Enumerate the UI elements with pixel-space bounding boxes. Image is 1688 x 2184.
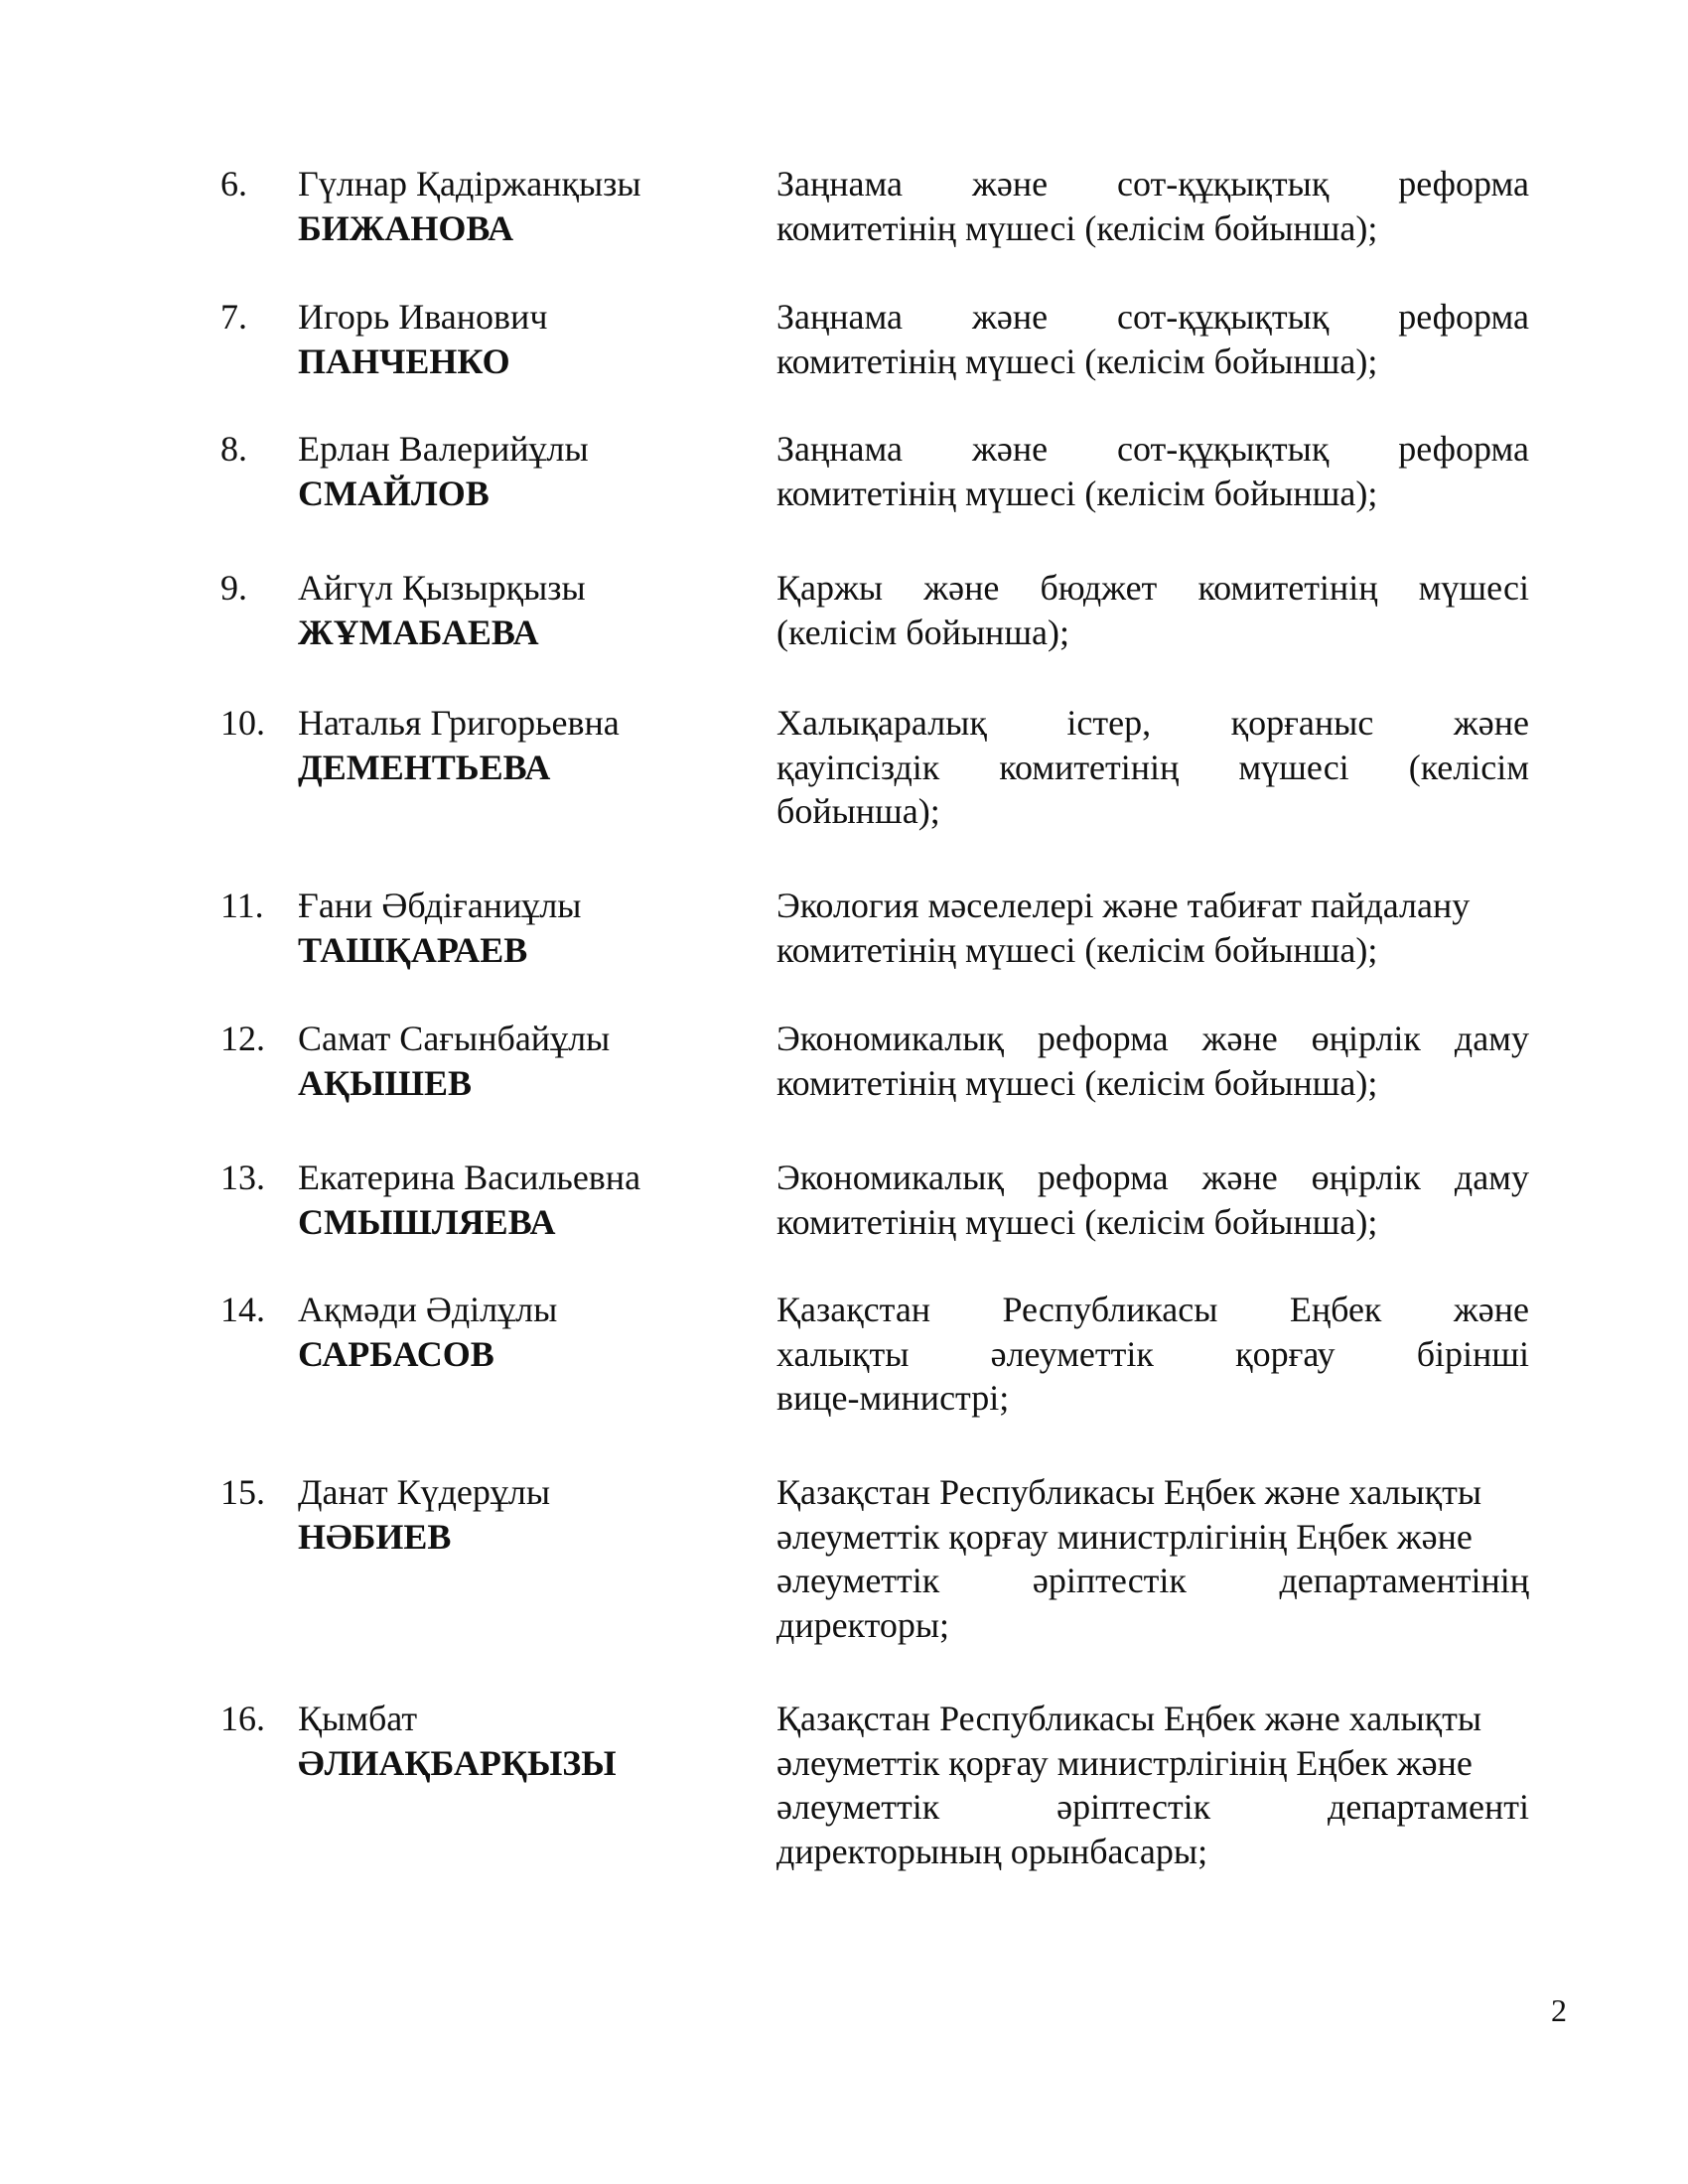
role-word: (келісім bbox=[1408, 747, 1529, 787]
role-word: департаментінің bbox=[1279, 1561, 1529, 1600]
role-word: Қазақстан Республикасы Еңбек және халықты bbox=[776, 1472, 1482, 1512]
member-role bbox=[776, 566, 1529, 654]
role-word: және bbox=[1453, 703, 1529, 743]
role-word: директоры; bbox=[776, 1604, 950, 1645]
entry-number: 7. bbox=[220, 297, 247, 337]
member-first-name: Айгүл Қызырқызы bbox=[298, 568, 586, 608]
role-word: Экономикалық bbox=[776, 1158, 1004, 1197]
role-line bbox=[776, 206, 1529, 251]
role-word: бойынша); bbox=[776, 791, 940, 831]
role-word: және bbox=[923, 568, 1000, 608]
role-word: істер, bbox=[1066, 703, 1152, 743]
role-word: Заңнама bbox=[776, 429, 904, 469]
role-word: реформа bbox=[1398, 429, 1529, 469]
role-line bbox=[776, 472, 1529, 516]
role-word: комитетінің мүшесі (келісім бойынша); bbox=[776, 929, 1378, 970]
role-word: Республикасы bbox=[1002, 1290, 1218, 1329]
role-word: даму bbox=[1454, 1158, 1529, 1197]
role-line bbox=[776, 427, 1529, 472]
role-word: директорының орынбасары; bbox=[776, 1831, 1208, 1871]
role-line bbox=[776, 1376, 1529, 1421]
member-name bbox=[298, 1017, 715, 1105]
role-word: өңірлік bbox=[1311, 1019, 1421, 1058]
member-first-name: Екатерина Васильевна bbox=[298, 1158, 641, 1197]
role-line bbox=[776, 701, 1529, 746]
role-word: реформа bbox=[1398, 164, 1529, 204]
member-surname: ТАШҚАРАЕВ bbox=[298, 929, 528, 970]
role-line bbox=[776, 1017, 1529, 1061]
role-word: қорғау bbox=[1235, 1333, 1336, 1374]
role-word: реформа bbox=[1398, 297, 1529, 337]
member-role bbox=[776, 1697, 1529, 1873]
role-word: әлеуметтік bbox=[990, 1333, 1154, 1374]
entry-number: 11. bbox=[220, 886, 264, 925]
member-role bbox=[776, 701, 1529, 834]
role-line bbox=[776, 789, 1529, 834]
entry-number: 15. bbox=[220, 1472, 265, 1512]
role-word: комитетінің мүшесі (келісім бойынша); bbox=[776, 473, 1378, 513]
role-word: әріптестік bbox=[1032, 1561, 1187, 1600]
role-word: сот-құқықтық bbox=[1117, 429, 1330, 469]
member-surname: САРБАСОВ bbox=[298, 1333, 494, 1374]
member-first-name: Игорь Иванович bbox=[298, 297, 548, 337]
role-line bbox=[776, 611, 1529, 655]
member-name bbox=[298, 1156, 715, 1244]
role-word: бірінші bbox=[1416, 1333, 1529, 1374]
member-name bbox=[298, 701, 715, 789]
entry-number: 13. bbox=[220, 1158, 265, 1197]
role-word: және bbox=[971, 429, 1049, 469]
member-surname: ДЕМЕНТЬЕВА bbox=[298, 747, 551, 787]
role-line bbox=[776, 1603, 1529, 1648]
member-surname: СМАЙЛОВ bbox=[298, 473, 490, 513]
member-surname: АҚЫШЕВ bbox=[298, 1062, 473, 1103]
role-word: комитетінің bbox=[1197, 568, 1378, 608]
member-role bbox=[776, 427, 1529, 515]
member-first-name: Самат Сағынбайұлы bbox=[298, 1019, 611, 1058]
role-word: реформа bbox=[1037, 1019, 1169, 1058]
role-word: әлеуметтік bbox=[776, 1787, 940, 1827]
member-name bbox=[298, 884, 715, 972]
member-name bbox=[298, 566, 715, 654]
role-line bbox=[776, 1697, 1529, 1741]
role-word: департаменті bbox=[1328, 1787, 1529, 1827]
member-surname: НӘБИЕВ bbox=[298, 1516, 452, 1557]
member-first-name: Данат Күдерұлы bbox=[298, 1472, 551, 1512]
role-word: мүшесі bbox=[1418, 568, 1529, 608]
member-name bbox=[298, 1288, 715, 1376]
role-line bbox=[776, 162, 1529, 206]
role-line bbox=[776, 1741, 1529, 1786]
member-name bbox=[298, 1470, 715, 1559]
member-role bbox=[776, 162, 1529, 250]
member-first-name: Ғани Әбдіғаниұлы bbox=[298, 886, 582, 925]
member-surname: ӘЛИАҚБАРҚЫЗЫ bbox=[298, 1742, 617, 1783]
role-line bbox=[776, 928, 1529, 973]
role-line bbox=[776, 1061, 1529, 1106]
member-surname: СМЫШЛЯЕВА bbox=[298, 1201, 556, 1242]
role-word: әлеуметтік қорғау министрлігінің Еңбек және bbox=[776, 1742, 1473, 1783]
role-word: әлеуметтік қорғау министрлігінің Еңбек және bbox=[776, 1516, 1473, 1557]
role-word: Халықаралық bbox=[776, 703, 987, 743]
role-word: комитетінің мүшесі (келісім бойынша); bbox=[776, 341, 1378, 381]
role-word: вице-министрі; bbox=[776, 1378, 1010, 1418]
role-word: мүшесі bbox=[1238, 747, 1349, 787]
member-role bbox=[776, 1156, 1529, 1244]
role-word: және bbox=[971, 297, 1049, 337]
member-name bbox=[298, 427, 715, 515]
member-name bbox=[298, 162, 715, 250]
entry-number: 16. bbox=[220, 1699, 265, 1738]
role-word: әлеуметтік bbox=[776, 1561, 940, 1600]
role-line bbox=[776, 746, 1529, 790]
entry-number: 10. bbox=[220, 703, 265, 743]
member-role bbox=[776, 295, 1529, 383]
role-word: және bbox=[1201, 1158, 1278, 1197]
role-word: комитетінің мүшесі (келісім бойынша); bbox=[776, 1201, 1378, 1242]
member-name bbox=[298, 1697, 715, 1785]
role-word: Еңбек bbox=[1289, 1290, 1382, 1329]
role-word: Заңнама bbox=[776, 297, 904, 337]
entry-number: 8. bbox=[220, 429, 247, 469]
role-word: бюджет bbox=[1040, 568, 1158, 608]
entry-number: 6. bbox=[220, 164, 247, 204]
role-line bbox=[776, 1830, 1529, 1874]
role-line bbox=[776, 1559, 1529, 1603]
role-word: Экология мәселелері және табиғат пайдалану bbox=[776, 886, 1471, 925]
role-line bbox=[776, 340, 1529, 384]
role-word: және bbox=[1201, 1019, 1278, 1058]
page-number: 2 bbox=[1551, 1992, 1567, 2028]
member-role bbox=[776, 1470, 1529, 1647]
role-line bbox=[776, 1288, 1529, 1332]
role-word: Заңнама bbox=[776, 164, 904, 204]
member-surname: БИЖАНОВА bbox=[298, 207, 514, 248]
role-word: Экономикалық bbox=[776, 1019, 1004, 1058]
member-role bbox=[776, 1288, 1529, 1421]
member-role bbox=[776, 1017, 1529, 1105]
member-first-name: Ерлан Валерийұлы bbox=[298, 429, 589, 469]
role-word: сот-құқықтық bbox=[1117, 297, 1330, 337]
role-word: Қазақстан bbox=[776, 1290, 931, 1329]
role-word: өңірлік bbox=[1311, 1158, 1421, 1197]
role-line bbox=[776, 295, 1529, 340]
role-word: комитетінің мүшесі (келісім бойынша); bbox=[776, 207, 1378, 248]
role-word: комитетінің bbox=[999, 747, 1180, 787]
role-word: әріптестік bbox=[1056, 1787, 1211, 1827]
member-first-name: Қымбат bbox=[298, 1699, 418, 1738]
role-word: және bbox=[971, 164, 1049, 204]
role-line bbox=[776, 1156, 1529, 1200]
member-first-name: Ақмәди Әділұлы bbox=[298, 1290, 558, 1329]
role-word: комитетінің мүшесі (келісім бойынша); bbox=[776, 1062, 1378, 1103]
member-surname: ПАНЧЕНКО bbox=[298, 341, 510, 381]
member-role bbox=[776, 884, 1529, 972]
role-word: даму bbox=[1454, 1019, 1529, 1058]
role-line bbox=[776, 1332, 1529, 1377]
entry-number: 9. bbox=[220, 568, 247, 608]
entry-number: 12. bbox=[220, 1019, 265, 1058]
entry-number: 14. bbox=[220, 1290, 265, 1329]
role-word: реформа bbox=[1037, 1158, 1169, 1197]
role-line bbox=[776, 1515, 1529, 1560]
role-word: сот-құқықтық bbox=[1117, 164, 1330, 204]
role-word: халықты bbox=[776, 1333, 910, 1374]
role-word: қорғаныс bbox=[1230, 703, 1374, 743]
role-word: қауіпсіздік bbox=[776, 747, 940, 787]
member-surname: ЖҰМАБАЕВА bbox=[298, 612, 539, 652]
role-line bbox=[776, 566, 1529, 611]
role-word: Қазақстан Республикасы Еңбек және халықты bbox=[776, 1699, 1482, 1738]
member-first-name: Гүлнар Қадіржанқызы bbox=[298, 164, 641, 204]
role-word: Қаржы bbox=[776, 568, 884, 608]
role-word: (келісім бойынша); bbox=[776, 612, 1070, 652]
role-line bbox=[776, 1470, 1529, 1515]
role-line bbox=[776, 1785, 1529, 1830]
role-line bbox=[776, 884, 1529, 928]
role-line bbox=[776, 1200, 1529, 1245]
role-word: және bbox=[1453, 1290, 1529, 1329]
member-first-name: Наталья Григорьевна bbox=[298, 703, 620, 743]
member-name bbox=[298, 295, 715, 383]
